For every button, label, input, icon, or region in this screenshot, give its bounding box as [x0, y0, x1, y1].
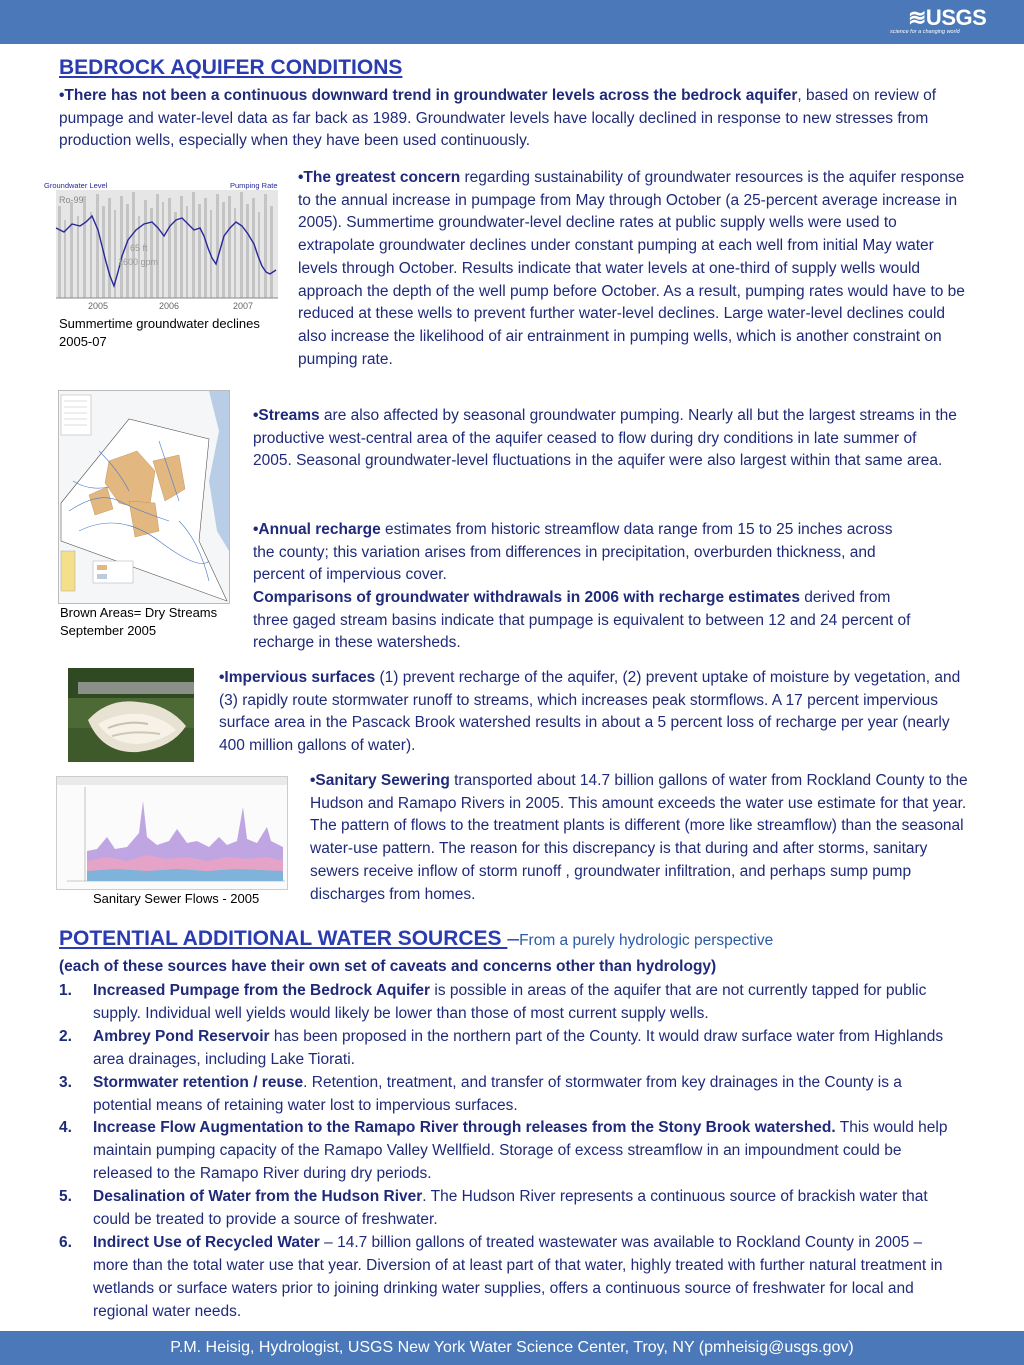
bedrock-intro	[59, 85, 959, 153]
streams-paragraph	[253, 405, 958, 473]
list-item-title: Stormwater retention / reuse	[93, 1073, 304, 1091]
usgs-logo-tagline: science for a changing world	[890, 29, 960, 35]
fig1-annotation-2: 1600 gpm	[118, 257, 159, 267]
list-item-title: Increase Flow Augmentation to the Ramapo River through releases from the Stony Brook watershed.	[93, 1119, 836, 1137]
water-sources-list	[59, 980, 959, 1324]
list-item-text: . Retention, treatment, and transfer of stormwater from key drainages in the County is a potential means of retaining water lost to impervious surfaces.	[93, 1073, 902, 1114]
fig1-left-label: Groundwater Level	[44, 181, 108, 190]
concern-text: regarding sustainability of groundwater resources is the aquifer response to the annual increase in pumpage from May through October (a 25-percent average increase in 2005). Summertime groundwater-level decline rates at public supply wells were used to extrapolate groundwater declines under constant pumping at each well from initial May water levels through October. Results indicate that water levels at one-third of supply wells would approach the depth of the well pump before October. As a result, pumping rates would have to be reduced at these wells to prevent further water-level declines. Large water-level declines could also increase the likelihood of air entrainment in pumping wells, which is another constraint on pumping rate.	[298, 169, 965, 368]
groundwater-level-graphic	[44, 176, 284, 312]
impervious-bold: •Impervious surfaces	[219, 669, 376, 686]
list-item-text: This would help maintain pumping capacity of the Ramapo Valley Wellfield. Storage of excess streamflow in an impoundment could be released to the Ramapo River during dry periods.	[93, 1119, 948, 1183]
sewer-paragraph	[310, 770, 970, 906]
sewer-text: transported about 14.7 billion gallons of water from Rockland County to the Hudson and Ramapo Rivers in 2005. This amount exceeds the water use estimate for that year. The pattern of flows to the treatment plants is different (more like streamflow) than the seasonal water-use pattern. The reason for this discrepancy is that during and after storms, sanitary sewers receive inflow of storm runoff , groundwater infiltration, and perhaps sump pump discharges from homes.	[310, 772, 968, 903]
impervious-paragraph	[219, 667, 979, 758]
footer-bar	[0, 1331, 1024, 1365]
concern-bold: •The greatest concern	[298, 169, 461, 186]
stormwater-photo	[68, 668, 194, 762]
sewer-flows-graphic	[57, 777, 287, 889]
list-item-text: – 14.7 billion gallons of treated wastewater was available to Rockland County in 2005 – more than the total water use that year. Diversion of at least part of that water, highly treated with further natural treatment in wetlands or surface waters prior to joining drinking water supplies, offers a continuous source of freshwater for local and regional water needs.	[93, 1233, 943, 1320]
list-item	[59, 1026, 959, 1072]
impervious-text: (1) prevent recharge of the aquifer, (2) prevent uptake of moisture by vegetation, and (3) rapidly route stormwater runoff to streams, which increases peak stormflows. A 17 percent impervious surface area in the Pascack Brook watershed results in about a 5 percent loss of recharge per year (nearly 400 million gallons of water).	[219, 669, 961, 755]
list-item-text: is possible in areas of the aquifer that are not currently tapped for public supply. Individual well yields would likely be lower than those of most current supply wells.	[93, 982, 927, 1022]
potential-note: (each of these sources have their own set of caveats and concerns other than hydrology)	[59, 958, 717, 975]
footer-text: P.M. Heisig, Hydrologist, USGS New York Water Science Center, Troy, NY (pmheisig@usgs.gov)	[170, 1339, 854, 1356]
fig1-year-2005: 2005	[88, 301, 109, 311]
fig1-caption: Summertime groundwater declines 2005-07	[59, 316, 260, 349]
recharge-comparison-paragraph	[253, 587, 913, 655]
potential-heading: POTENTIAL ADDITIONAL WATER SOURCES	[59, 927, 508, 950]
fig1-right-label: Pumping Rate	[230, 181, 278, 190]
sewer-flows-figure	[56, 776, 288, 890]
list-item	[59, 1117, 959, 1186]
list-item-number: 5.	[59, 1188, 72, 1206]
potential-subtitle: From a purely hydrologic perspective	[519, 932, 774, 949]
sewer-bold: •Sanitary Sewering	[310, 772, 450, 789]
recharge-paragraph	[253, 519, 918, 587]
fig2-caption: Brown Areas= Dry Streams September 2005	[60, 605, 218, 638]
bedrock-intro-bold: •There has not been a continuous downward trend in groundwater levels across the bedrock aquifer	[59, 87, 798, 104]
usgs-logo-text: ≋USGS	[908, 5, 987, 30]
list-item	[59, 1186, 959, 1232]
list-item	[59, 1072, 959, 1118]
list-item-title: Desalination of Water from the Hudson River	[93, 1188, 423, 1206]
potential-heading-row	[59, 927, 959, 951]
bedrock-intro-text: , based on review of pumpage and water-level data as far back as 1989. Groundwater levels have locally declined in response to new stresses from production wells, especially when they have been used continuously.	[59, 87, 937, 150]
fig1-annotation-1: 65 ft	[130, 243, 148, 253]
recharge-comparison-bold: Comparisons of groundwater withdrawals in 2006 with recharge estimates	[253, 589, 800, 606]
fig4-caption: Sanitary Sewer Flows - 2005	[93, 891, 260, 906]
streams-bold: •Streams	[253, 407, 320, 424]
list-item-text: has been proposed in the northern part of the County. It would draw surface water from Highlands area drainages, including Lake Tiorati.	[93, 1027, 944, 1068]
fig1-year-2007: 2007	[233, 301, 254, 311]
list-item-number: 1.	[59, 982, 72, 999]
streams-text: are also affected by seasonal groundwater pumping. Nearly all but the largest streams in the productive west-central area of the aquifer ceased to flow during dry conditions in late summer of 2005. Seasonal groundwater-level fluctuations in the aquifer were also largest within that same area.	[253, 407, 957, 470]
usgs-logo[interactable]	[890, 5, 987, 38]
fig1-year-2006: 2006	[159, 301, 180, 311]
list-item-number: 6.	[59, 1233, 72, 1251]
groundwater-level-figure	[44, 176, 284, 312]
list-item	[59, 1232, 959, 1324]
stormwater-photo-graphic	[68, 668, 194, 762]
recharge-comparison-text: derived from three gaged stream basins indicate that pumpage is equivalent to between 12 and 24 percent of recharge in these watersheds.	[253, 589, 911, 652]
list-item-number: 2.	[59, 1027, 72, 1045]
list-item-text: . The Hudson River represents a continuous source of brackish water that could be treated to provide a source of freshwater.	[93, 1188, 928, 1229]
dry-streams-map-figure	[58, 390, 230, 604]
list-item-number: 4.	[59, 1119, 72, 1137]
recharge-text: estimates from historic streamflow data range from 15 to 25 inches across the county; this variation arises from differences in precipitation, overburden thickness, and percent of impervious cover.	[253, 521, 893, 584]
list-item-title: Increased Pumpage from the Bedrock Aquifer	[93, 982, 431, 999]
fig1-well-label: Ro-99	[59, 195, 84, 205]
dry-streams-map-graphic	[59, 391, 229, 603]
list-item	[59, 980, 959, 1026]
concern-paragraph	[298, 167, 968, 371]
potential-dash: –	[507, 927, 520, 950]
list-item-number: 3.	[59, 1073, 72, 1091]
recharge-bold: •Annual recharge	[253, 521, 381, 538]
list-item-title: Ambrey Pond Reservoir	[93, 1027, 270, 1045]
bedrock-heading: BEDROCK AQUIFER CONDITIONS	[59, 56, 403, 79]
header-bar	[0, 0, 1024, 44]
list-item-title: Indirect Use of Recycled Water	[93, 1233, 320, 1251]
